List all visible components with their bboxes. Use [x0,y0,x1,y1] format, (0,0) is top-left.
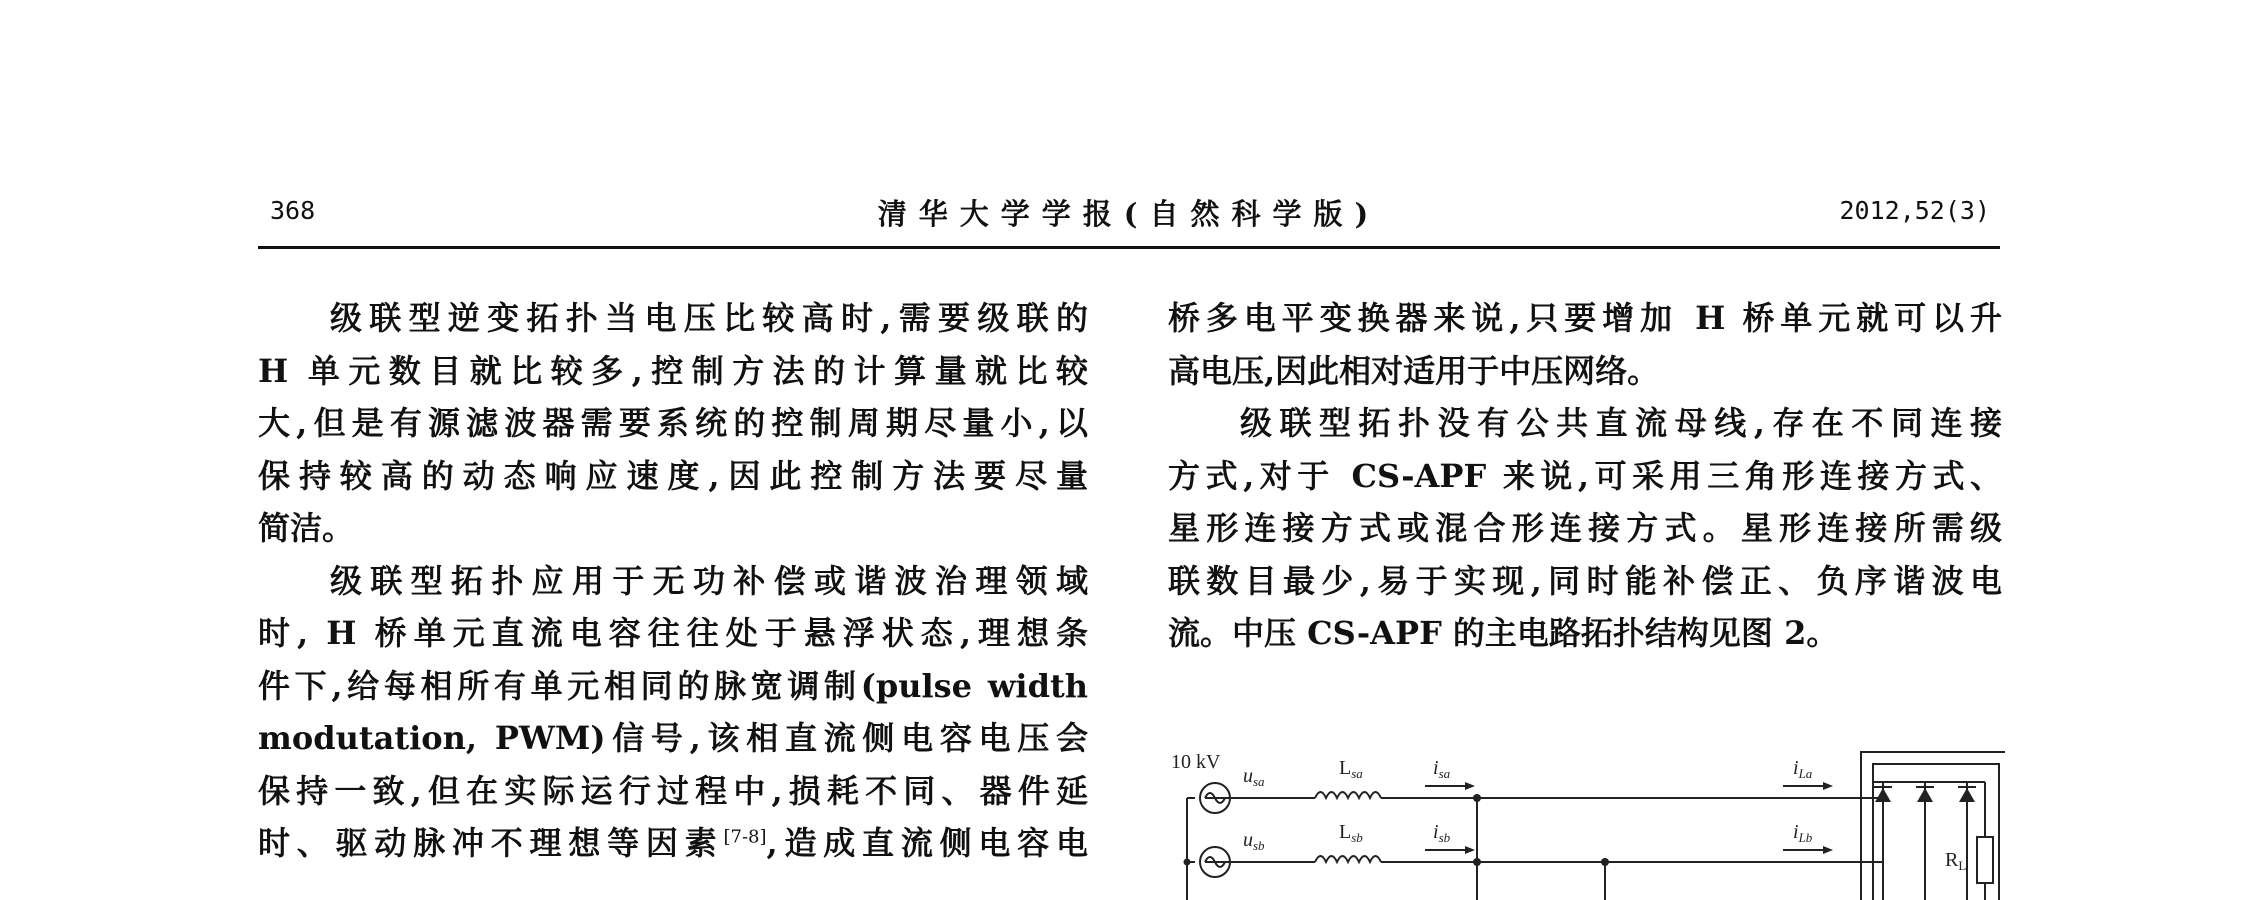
left-column-line: 保持较高的动态响应速度,因此控制方法要尽量 [258,456,1088,495]
right-column-line: 方式,对于 CS-APF 来说,可采用三角形连接方式、 [1168,456,2002,495]
right-column-line: 桥多电平变换器来说,只要增加 H 桥单元就可以升 [1168,299,2002,337]
left-column-line: 保持一致,但在实际运行过程中,损耗不同、器件延 [258,771,1088,810]
svg-text:usa: $u_{sa}$ [1243,765,1265,789]
svg-text:iLb: $i_{Lb}$ [1793,821,1813,845]
ila-label: i [1793,757,1799,779]
journal-title: 清华大学学报(自然科学版) [877,197,1381,231]
usb-label: u [1243,829,1253,851]
usa-label: u [1243,765,1253,787]
issue-info: 2012,52(3) [1839,196,1990,225]
circuit-svg [1165,742,2005,900]
left-column-line: H 单元数目就比较多,控制方法的计算量就比较 [258,351,1088,390]
svg-text:iLa: $i_{La}$ [1793,757,1813,781]
svg-text:RL: $R_L$ [1945,849,1967,873]
left-column-line: 简洁。 [258,509,355,547]
ilb-label: i [1793,821,1799,843]
isb-label: i [1433,821,1439,843]
left-column-line: 时, H 桥单元直流电容往往处于悬浮状态,理想条 [258,614,1088,652]
right-column [1168,292,2002,660]
left-column-line: 时、驱动脉冲不理想等因素[7-8],造成直流侧电容电 [258,824,1088,862]
left-column-line: modutation, PWM)信号,该相直流侧电容电压会 [258,719,1088,757]
svg-text:Lsb: $L_{sb}$ [1339,821,1363,845]
svg-text:isa: $i_{sa}$ [1433,757,1451,781]
svg-text:usb: $u_{sb}$ [1243,829,1265,853]
right-column-line: 流。中压 CS-APF 的主电路拓扑结构见图 2。 [1168,614,1839,652]
header-rule [258,246,2000,249]
right-column-line: 星形连接方式或混合形连接方式。星形连接所需级 [1168,509,2002,547]
source-voltage-label: 10 kV [1171,751,1221,773]
right-column-line: 联数目最少,易于实现,同时能补偿正、负序谐波电 [1168,561,2002,600]
page-header [258,190,2000,240]
rl-label: R [1945,849,1959,871]
left-column-line: 大,但是有源滤波器需要系统的控制周期尽量小,以 [258,404,1088,442]
lsa-label: L [1339,757,1352,779]
svg-text:Lsa: $L_{sa}$ [1339,757,1363,781]
lsb-label: L [1339,821,1352,843]
isa-label: i [1433,757,1439,779]
left-column-line: 级联型拓扑应用于无功补偿或谐波治理领域 [330,561,1088,600]
svg-text:isb: $i_{sb}$ [1433,821,1451,845]
citation-ref: [7-8] [723,826,767,848]
right-column-line: 高电压,因此相对适用于中压网络。 [1168,351,1660,390]
left-column [258,292,1088,870]
left-column-line: 件下,给每相所有单元相同的脉宽调制(pulse width [258,666,1088,705]
left-column-line: 级联型逆变拓扑当电压比较高时,需要级联的 [330,299,1088,337]
page-number: 368 [270,196,316,225]
figure-2-circuit-diagram [1165,742,2005,900]
right-column-line: 级联型拓扑没有公共直流母线,存在不同连接 [1240,404,2002,442]
